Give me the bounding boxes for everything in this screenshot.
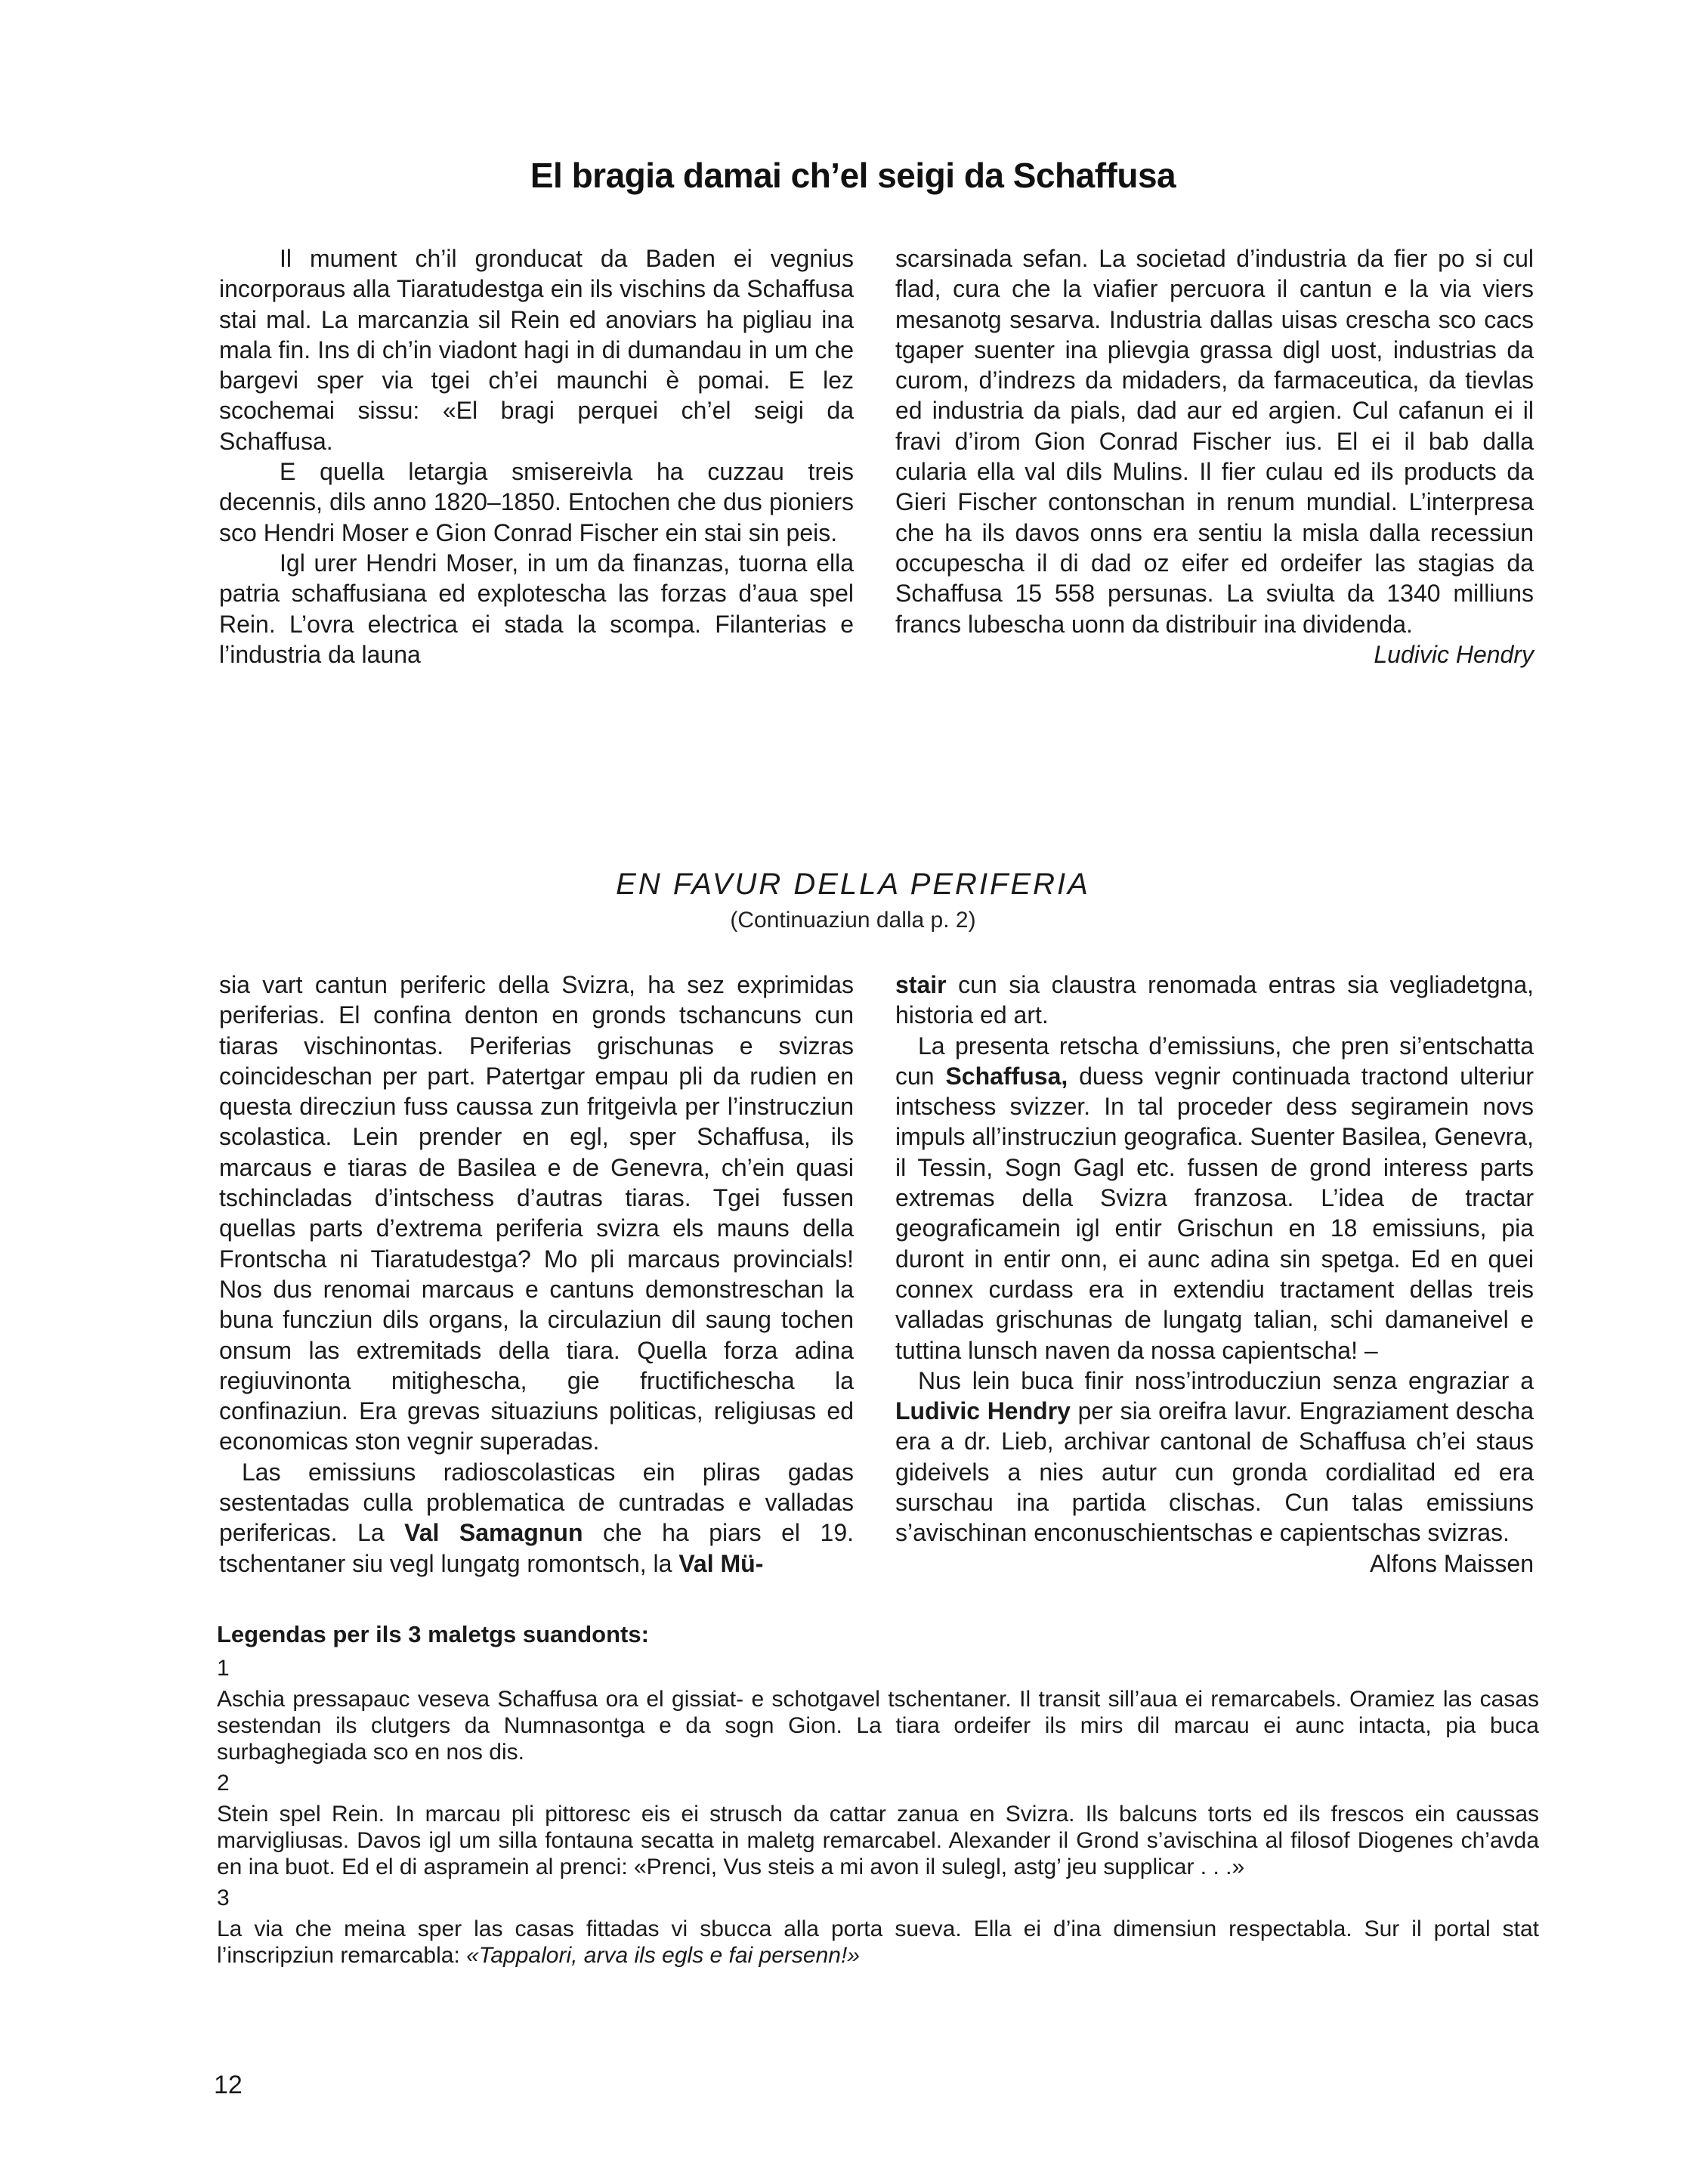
- author-signature: Alfons Maissen: [1370, 1549, 1534, 1577]
- paragraph: Il mument ch’il gronducat da Baden ei vegnius incorporaus alla Tiaratudestga ein ils vischins da Schaffusa stai mal. La marcanzia sil Rein ed anoviars ha pigliau ina mala fin. Ins di ch’in viadont hagi in di dumandau in um che bargevi sper via tgei ch’ei maunchi è pomai. E lez scochemai sissu: «El bragi perquei ch’el seigi da Schaffusa.: [219, 245, 854, 455]
- section-subtitle: (Continuaziun dalla p. 2): [730, 908, 976, 933]
- paragraph: sia vart cantun periferic della Svizra, ha sez exprimidas periferias. El confina denton en gronds tschancuns cun tiaras vischinontas. Periferias grischunas e svizras coincideschan per part. Patertgar empau pli da rudien en questa direcziun fuss caussa zun fritgeivla per l’instrucziun scolastica. Lein prender en egl, sper Schaffusa, ils marcaus e tiaras de Basilea e de Genevra, ch’ein quasi tschincladas d’intschess d’autras tiaras. Tgei fussen quellas parts d’extrema periferia svizra els mauns della Frontscha ni Tiaratudestga? Mo pli marcaus provincials! Nos dus renomai marcaus e cantuns demonstreschan la buna funcziun dils organs, la circulaziun dil saung tochen onsum las extremitads della tiara. Quella forza adina regiuvinonta mitighescha, gie fructifichescha la confinaziun. Era grevas situaziuns politicas, religiusas ed economicas ston vegnir superadas.: [219, 971, 854, 1455]
- article1-right-column: [895, 243, 1534, 670]
- paragraph: La presenta retscha d’emissiuns, che pren si’entschatta cun Schaffusa, duess vegnir continuada tractond ulteriur intschess svizzer. In tal proceder dess segiramein novs impuls all’instrucziun geografica. Suenter Basilea, Genevra, il Tessin, Sogn Gagl etc. fussen de grond interess parts extremas della Svizra franzosa. L’idea de tractar geograficamein igl entir Grischun en 18 emissiuns, pia duront in entir onn, ei aunc adina sin spetga. Ed en quei connex curdass era in extendiu tractament dellas treis valladas grischunas de lungatg talian, schi damaneivel e tuttina lunsch naven da nossa capientscha! –: [895, 1032, 1534, 1364]
- page-number: 12: [214, 2071, 243, 2099]
- legend-text: Stein spel Rein. In marcau pli pittoresc eis ei strusch da cattar zanua en Svizra. Ils balcuns torts ed ils frescos ein caussas marvigliusas. Davos igl um silla fontauna secatta in maletg remarcabel. Alexander il Grond s’avischina al filosof Diogenes ch’avda en ina buot. Ed el di aspramein al prenci: «Prenci, Vus steis a mi avon il sulegl, astg’ jeu supplicar . . .»: [217, 1802, 1539, 1879]
- bold-place-name: Val Samagnun: [404, 1519, 583, 1547]
- legend-number: 1: [217, 1656, 230, 1681]
- legend-heading: Legendas per ils 3 maletgs suandonts:: [217, 1621, 649, 1647]
- article2-left-column: [219, 970, 854, 1579]
- legend-text: La via che meina sper las casas fittadas vi sbucca alla porta sueva. Ella ei d’ina dimensiun respectabla. Sur il portal stat l’inscripziun remarcabla: «Tappalori, arva ils egls e fai persenn!»: [217, 1916, 1539, 1968]
- article1-left-column: [219, 243, 854, 670]
- italic-inscription: «Tappalori, arva ils egls e fai persenn!»: [466, 1943, 860, 1968]
- paragraph: E quella letargia smisereivla ha cuzzau treis decennis, dils anno 1820–1850. Entochen che dus pioniers sco Hendri Moser e Gion Conrad Fischer ein stai sin peis.: [219, 458, 854, 546]
- bold-place-name: stair: [895, 971, 947, 998]
- paragraph: Nus lein buca finir noss’introducziun senza engraziar a Ludivic Hendry per sia oreifra lavur. Engraziament descha era a dr. Lieb, archivar cantonal de Schaffusa ch’ei staus gideivels a nies autur cun gronda cordialitad ed era surschau ina partida clischas. Cun talas emissiuns s’avischinan enconuschientschas e capientschas svizras. Alfons Maissen: [895, 1366, 1534, 1548]
- section-header: [0, 868, 1706, 933]
- legend-section: [217, 1621, 1539, 1973]
- paragraph: stair cun sia claustra renomada entras sia vegliadetgna, historia ed art.: [895, 971, 1534, 1029]
- legend-number: 3: [217, 1885, 230, 1910]
- article2-right-column: [895, 970, 1534, 1579]
- article-title: El bragia damai ch’el seigi da Schaffusa: [530, 156, 1176, 195]
- paragraph: Las emissiuns radioscolasticas ein pliras gadas sestentadas culla problematica de cuntradas e valladas perifericas. La Val Samagnun che ha piars el 19. tschentaner siu vegl lungatg romontsch, la Val Mü-: [219, 1458, 854, 1577]
- legend-number: 2: [217, 1771, 230, 1796]
- paragraph: Igl urer Hendri Moser, in um da finanzas, tuorna ella patria schaffusiana ed explotescha las forzas d’aua spel Rein. L’ovra electrica ei stada la scompa. Filanterias e l’industria da launa: [219, 549, 854, 668]
- author-signature: Ludivic Hendry: [1374, 640, 1534, 668]
- paragraph: scarsinada sefan. La societad d’industria da fier po si cul flad, cura che la viafier percuora il cantun e la via viers mesanotg sesarva. Industria dallas uisas crescha sco cacs tgaper suenter ina plievgia grassa digl uost, industrias da curom, d’indrezs da midaders, da farmaceutica, da tievlas ed industria da pials, dad aur ed argien. Cul cafanun ei il fravi d’irom Gion Conrad Fischer ius. El ei il bab dalla cularia ella val dils Mulins. Il fier culau ed ils products da Gieri Fischer contonschan in renum mundial. L’interpresa che ha ils davos onns era sentiu la misla dalla recessiun occupescha il di dad oz eifer ed ordeifer las stagias da Schaffusa 15 558 persunas. La sviulta da 1340 milliuns francs lubescha uonn da distribuir ina dividenda. Ludivic Hendry: [895, 243, 1534, 639]
- bold-place-name: Schaffusa,: [945, 1062, 1068, 1090]
- section-title: EN FAVUR DELLA PERIFERIA: [616, 868, 1090, 901]
- legend-text: Aschia pressapauc veseva Schaffusa ora el gissiat- e schotgavel tschentaner. Il transit sill’aua ei remarcabels. Oramiez las casas sestendan ils clutgers da Numnasontga e da sogn Gion. La tiara ordeifer ils mirs dil marcau ei aunc intacta, pia buca surbaghegiada sco en nos dis.: [217, 1687, 1539, 1765]
- bold-place-name: Val Mü-: [678, 1549, 764, 1577]
- bold-person-name: Ludivic Hendry: [895, 1397, 1071, 1425]
